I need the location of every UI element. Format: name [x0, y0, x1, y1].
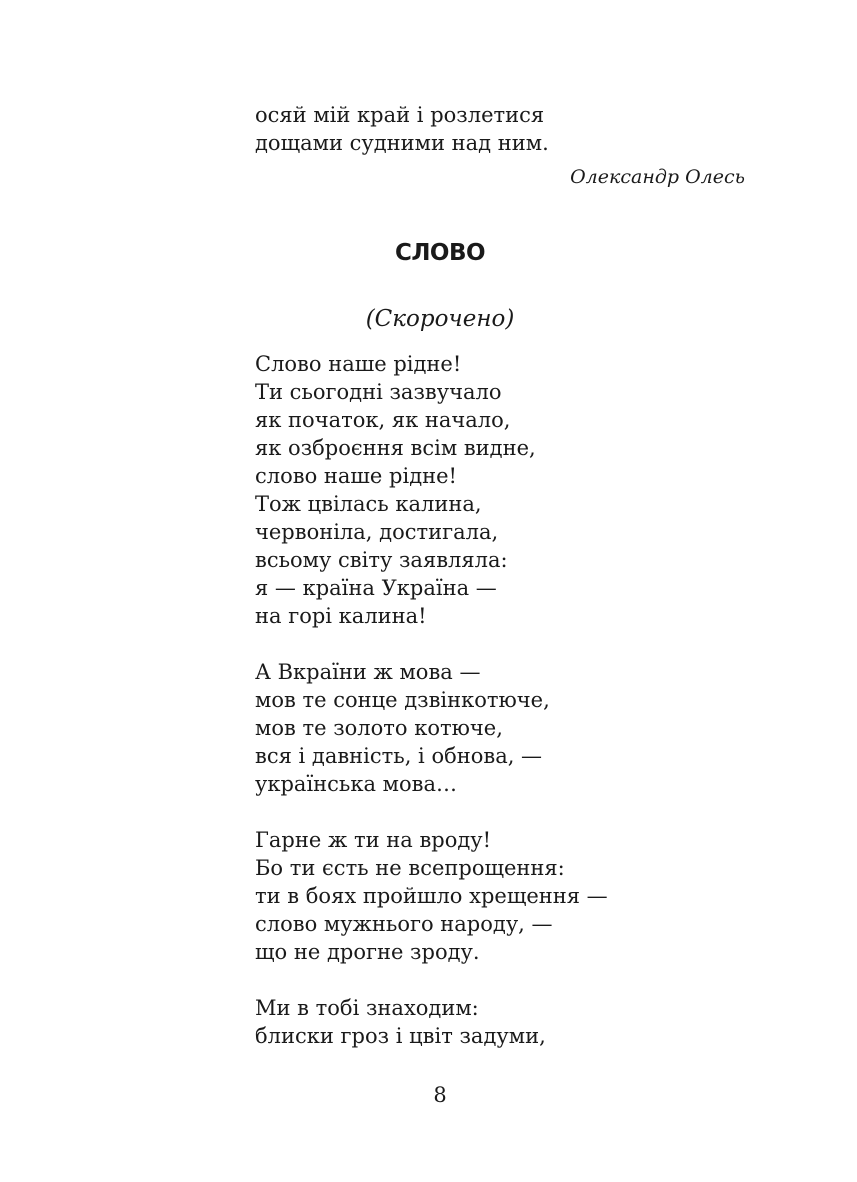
poem-title: СЛОВО	[394, 240, 486, 266]
poem-line: слово наше рідне!	[255, 464, 457, 488]
poem-line: Ми в тобі знаходим:	[255, 996, 479, 1020]
poem-line: Ти сьогодні зазвучало	[255, 380, 502, 404]
poem-line: осяй мій край і розлетися	[255, 103, 545, 127]
poem-line: всьому світу заявляла:	[255, 548, 508, 572]
poem-line: Бо ти єсть не всепрощення:	[255, 856, 565, 880]
page-number: 8	[433, 1083, 447, 1107]
poem-line: мов те золото котюче,	[255, 716, 503, 740]
poem-line: українська мова…	[255, 772, 457, 796]
poem-line: блиски гроз і цвіт задуми,	[255, 1024, 546, 1048]
poem-line: Слово наше рідне!	[255, 352, 462, 376]
stanza	[255, 658, 735, 798]
previous-poem-ending	[255, 101, 735, 157]
poem-line: мов те сонце дзвінкотюче,	[255, 688, 550, 712]
poem-line: як початок, як начало,	[255, 408, 511, 432]
poem-line: на горі калина!	[255, 604, 427, 628]
stanza	[255, 826, 735, 966]
poem-line: А Вкраїни ж мова —	[255, 660, 481, 684]
poem-line: Тож цвілась калина,	[255, 492, 482, 516]
poem-body	[255, 350, 735, 1078]
poem-line: що не дрогне зроду.	[255, 940, 480, 964]
poem-line: я — країна Україна —	[255, 576, 497, 600]
poem-subtitle: (Скорочено)	[365, 306, 515, 332]
stanza	[255, 350, 735, 630]
poem-line: слово мужнього народу, —	[255, 912, 553, 936]
author-signature: Олександр Олесь	[570, 166, 745, 188]
poem-line: дощами судними над ним.	[255, 131, 549, 155]
poem-line: як озброєння всім видне,	[255, 436, 536, 460]
poem-line: червоніла, достигала,	[255, 520, 499, 544]
poem-line: вся і давність, і обнова, —	[255, 744, 543, 768]
stanza	[255, 994, 735, 1050]
poem-line: ти в боях пройшло хрещення —	[255, 884, 608, 908]
poem-line: Гарне ж ти на вроду!	[255, 828, 492, 852]
